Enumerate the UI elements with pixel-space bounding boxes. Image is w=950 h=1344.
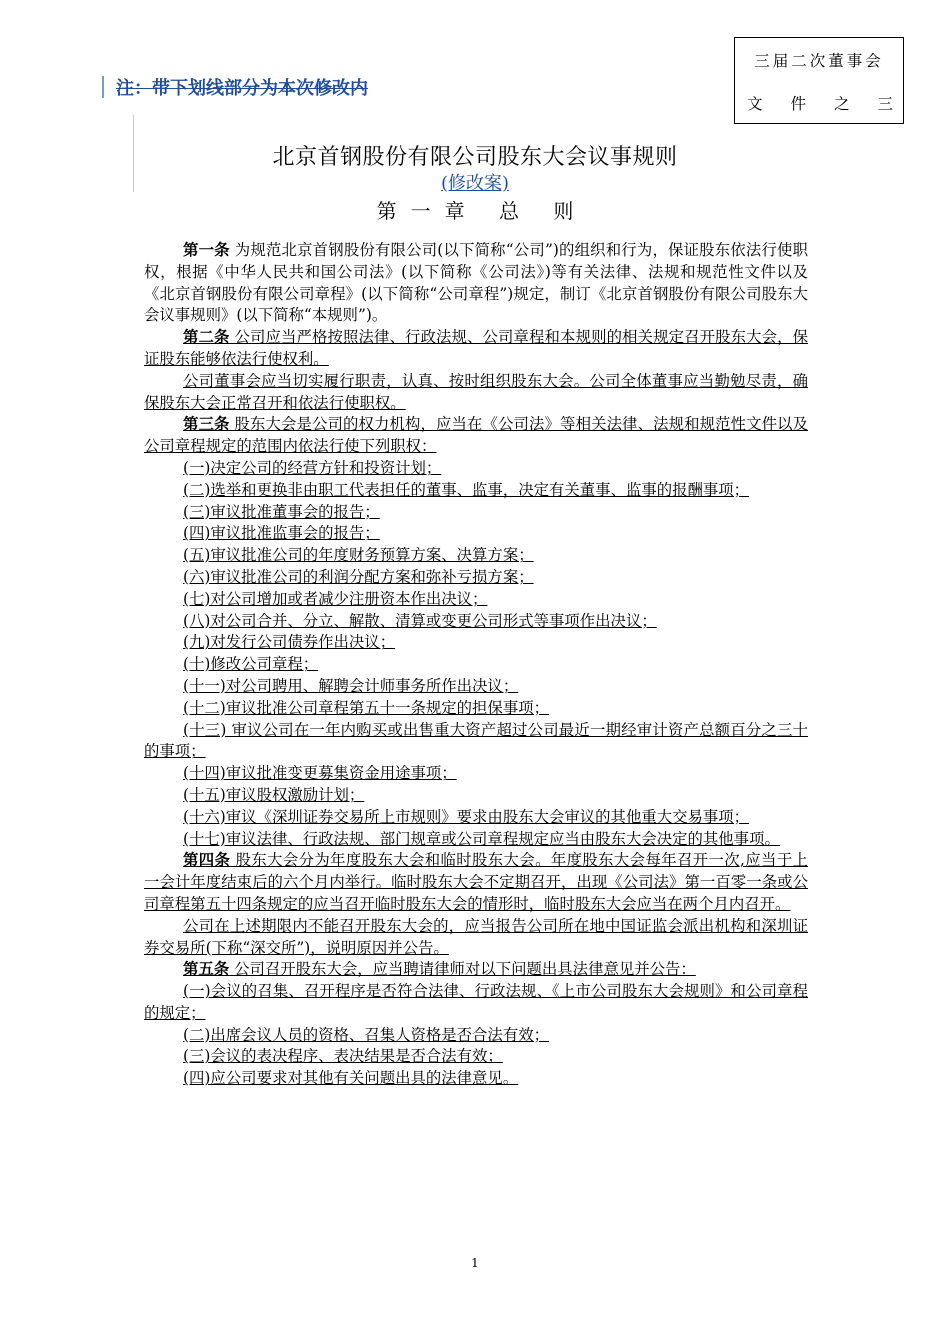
- clause-paragraph: [144, 480, 808, 502]
- paragraph-text: 公司召开股东大会，应当聘请律师对以下问题出具法律意见并公告：: [229, 960, 696, 979]
- document-label-char: 三: [877, 95, 893, 113]
- clause-paragraph: [144, 567, 808, 589]
- paragraph-text: (十六)审议《深圳证券交易所上市规则》要求由股东大会审议的其他重大交易事项；: [183, 807, 750, 826]
- clause-paragraph: [144, 632, 808, 654]
- article-number: 第三条: [183, 415, 230, 434]
- document-label-line1: 三届二次董事会: [754, 52, 884, 70]
- clause-paragraph: [144, 720, 808, 764]
- article-number: 第五条: [183, 960, 230, 979]
- document-title: 北京首钢股份有限公司股东大会议事规则: [272, 145, 678, 170]
- paragraph-text: (十)修改公司章程；: [183, 655, 319, 674]
- article-number: 第四条: [183, 851, 231, 870]
- clause-paragraph: [144, 785, 808, 807]
- document-label-char: 之: [833, 95, 850, 113]
- paragraph-text: (三)会议的表决程序、表决结果是否合法有效；: [183, 1047, 503, 1066]
- article-paragraph: [144, 240, 808, 327]
- paragraph-text: (八)对公司合并、分立、解散、清算或变更公司形式等事项作出决议；: [183, 611, 657, 630]
- clause-paragraph: [144, 981, 808, 1025]
- clause-paragraph: [144, 502, 808, 524]
- article-number: 第一条: [183, 241, 230, 259]
- clause-paragraph: [144, 1068, 808, 1090]
- chapter-heading: 第一章 总 则: [376, 199, 588, 223]
- paragraph-text: 为规范北京首钢股份有限公司(以下简称“公司”)的组织和行为，保证股东依法行使职权，根据《中华人民共和国公司法》(以下简称《公司法》)等有关法律、法规和规范性文件以及《北京首钢股份有限公司章程》(以下简称“公司章程”)规定，制订《北京首钢股份有限公司股东大会议事规则》(以下简称“本规则”)。: [144, 241, 808, 325]
- document-body: [144, 240, 808, 1090]
- paragraph-text: 股东大会是公司的权力机构，应当在《公司法》等相关法律、法规和规范性文件以及公司章程规定的范围内依法行使下列职权：: [144, 415, 808, 456]
- paragraph-text: (七)对公司增加或者减少注册资本作出决议；: [183, 589, 488, 608]
- paragraph-text: (二)选举和更换非由职工代表担任的董事、监事，决定有关董事、监事的报酬事项；: [183, 480, 750, 499]
- revision-marker-bar: [102, 76, 104, 98]
- revision-note: 注：带下划线部分为本次修改内: [116, 78, 368, 99]
- paragraph-text: (一)会议的召集、召开程序是否符合法律、行政法规、《上市公司股东大会规则》和公司章程的规定；: [144, 982, 808, 1022]
- paragraph-text: (五)审议批准公司的年度财务预算方案、决算方案；: [183, 546, 534, 565]
- paragraph-text: (十七)审议法律、行政法规、部门规章或公司章程规定应当由股东大会决定的其他事项。: [183, 829, 780, 848]
- paragraph-text: 公司董事会应当切实履行职责，认真、按时组织股东大会。公司全体董事应当勤勉尽责，确保股东大会正常召开和依法行使职权。: [144, 371, 808, 412]
- paragraph-text: (十二)审议批准公司章程第五十一条规定的担保事项；: [183, 698, 549, 717]
- article-paragraph: [144, 850, 808, 915]
- clause-paragraph: [144, 589, 808, 611]
- paragraph-text: (十三) 审议公司在一年内购买或出售重大资产超过公司最近一期经审计资产总额百分之三十的事项；: [144, 720, 808, 761]
- article-paragraph: [144, 414, 808, 458]
- document-label-line2: [747, 92, 893, 114]
- document-label-char: 件: [790, 95, 806, 113]
- document-label-box: [734, 37, 904, 124]
- paragraph-text: (九)对发行公司债券作出决议；: [183, 633, 396, 652]
- paragraph-text: (十一)对公司聘用、解聘会计师事务所作出决议；: [183, 676, 519, 695]
- clause-paragraph: [144, 763, 808, 785]
- paragraph-text: (一)决定公司的经营方针和投资计划；: [183, 458, 442, 477]
- clause-paragraph: [144, 807, 808, 829]
- clause-paragraph: [144, 829, 808, 851]
- clause-paragraph: [144, 523, 808, 545]
- paragraph-text: (四)审议批准监事会的报告；: [183, 524, 380, 543]
- page-number: 1: [471, 1256, 479, 1270]
- article-paragraph: [144, 959, 808, 981]
- paragraph-text: (三)审议批准董事会的报告；: [183, 502, 380, 521]
- paragraph-text: 公司在上述期限内不能召开股东大会的，应当报告公司所在地中国证监会派出机构和深圳证券交易所(下称“深交所”)，说明原因并公告。: [144, 916, 808, 957]
- clause-paragraph: [144, 1046, 808, 1068]
- paragraph-text: (四)应公司要求对其他有关问题出具的法律意见。: [183, 1069, 519, 1088]
- article-number: 第二条: [183, 328, 230, 347]
- clause-paragraph: [144, 458, 808, 480]
- paragraph-text: (十四)审议批准变更募集资金用途事项；: [183, 764, 457, 783]
- clause-paragraph: [144, 916, 808, 960]
- clause-paragraph: [144, 676, 808, 698]
- clause-paragraph: [144, 545, 808, 567]
- paragraph-text: 公司应当严格按照法律、行政法规、公司章程和本规则的相关规定召开股东大会，保证股东能够依法行使权利。: [144, 328, 808, 368]
- clause-paragraph: [144, 654, 808, 676]
- clause-paragraph: [144, 371, 808, 415]
- paragraph-text: (二)出席会议人员的资格、召集人资格是否合法有效；: [183, 1025, 549, 1044]
- document-subtitle: (修改案): [440, 173, 510, 194]
- paragraph-text: 股东大会分为年度股东大会和临时股东大会。年度股东大会每年召开一次,应当于上一会计年度结束后的六个月内举行。临时股东大会不定期召开，出现《公司法》第一百零一条或公司章程第五十四条规定的应当召开临时股东大会的情形时，临时股东大会应当在两个月内召开。: [144, 851, 808, 913]
- clause-paragraph: [144, 1025, 808, 1047]
- paragraph-text: (六)审议批准公司的利润分配方案和弥补亏损方案；: [183, 567, 534, 586]
- clause-paragraph: [144, 611, 808, 633]
- paragraph-text: (十五)审议股权激励计划；: [183, 785, 365, 804]
- document-label-char: 文: [747, 95, 763, 113]
- clause-paragraph: [144, 698, 808, 720]
- article-paragraph: [144, 327, 808, 371]
